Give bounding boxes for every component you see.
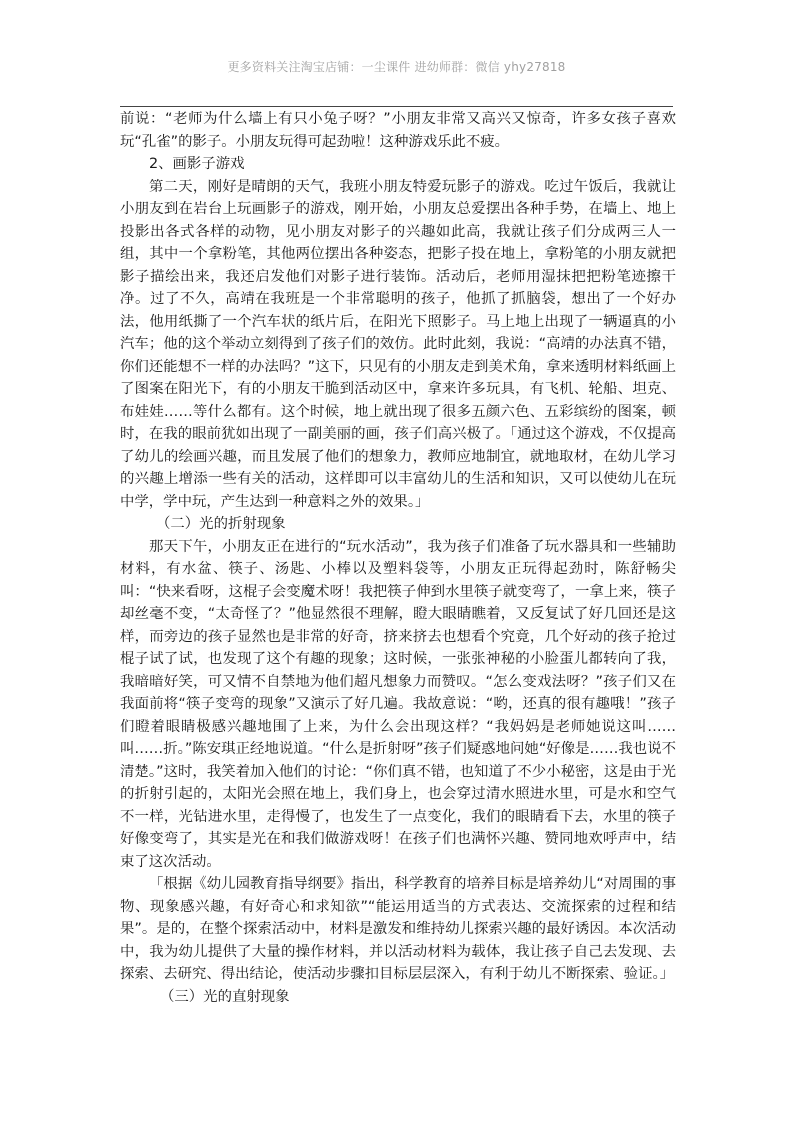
paragraph-guideline-reflection: 「根据《幼儿园教育指导纲要》指出，科学教育的培养目标是培养幼儿“对周围的事物、现象感兴趣，有好奇心和求知欲”“能运用适当的方式表达、交流探索的过程和结果”。是的，在整个探索活动中，材料是激发和维持幼儿探索兴趣的最好诱因。本次活动中，我为幼儿提供了大量的操作材料，并以活动材料为载体，我让孩子自己去发现、去探索、去研究、得出结论，使活动步骤扣目标层层深入，有利于幼儿不断探索、验证。」 (120, 876, 676, 982)
paragraph-intro: 前说：“老师为什么墙上有只小兔子呀？”小朋友非常又高兴又惊奇，许多女孩子喜欢玩“孔雀”的影子。小朋友玩得可起劲啦！这种游戏乐此不疲。 (120, 111, 676, 150)
section-heading-draw-shadow-game: 2、画影子游戏 (149, 156, 245, 172)
section-heading-refraction: （二）光的折射现象 (156, 516, 286, 532)
document-body (120, 108, 676, 1008)
paragraph-refraction-activity: 那天下午，小朋友正在进行的“玩水活动”，我为孩子们准备了玩水器具和一些辅助材料，有水盆、筷子、汤匙、小棒以及塑料袋等，小朋友正玩得起劲时，陈舒畅尖叫：“快来看呀，这棍子会变魔术呀！我把筷子伸到水里筷子就变弯了，一拿上来，筷子却丝毫不变，“太奇怪了？”他显然很不理解，瞪大眼睛瞧着，又反复试了好几回还是这样，而旁边的孩子显然也是非常的好奇，挤来挤去也想看个究竟，几个好动的孩子抢过棍子试了试，也发现了这个有趣的现象；这时候，一张张神秘的小脸蛋儿都转向了我，我暗暗好笑，可又情不自禁地为他们超凡想象力而赞叹。“怎么变戏法呀？”孩子们又在我面前将“筷子变弯的现象”又演示了好几遍。我故意说：“哟，还真的很有趣哦！”孩子们瞪着眼睛极感兴趣地围了上来，为什么会出现这样？“我妈妈是老师她说这叫……叫……折。”陈安琪正经地说道。“什么是折射呀”孩子们疑惑地问她“好像是……我也说不清楚。”这时，我笑着加入他们的讨论：“你们真不错，也知道了不少小秘密，这是由于光的折射引起的，太阳光会照在地上，我们身上，也会穿过清水照进水里，可是水和空气不一样，光钻进水里，走得慢了，也发生了一点变化，我们的眼睛看下去，水里的筷子好像变弯了，其实是光在和我们做游戏呀！在孩子们也满怀兴趣、赞同地欢呼声中，结束了这次活动。 (120, 538, 676, 870)
section-heading-direct-light: （三）光的直射现象 (160, 988, 290, 1005)
paragraph-draw-shadow-game: 第二天，刚好是晴朗的天气，我班小朋友特爱玩影子的游戏。吃过午饭后，我就让小朋友到在岩台上玩画影子的游戏，刚开始，小朋友总爱摆出各种手势，在墙上、地上投影出各式各样的动物，见小朋友对影子的兴趣如此高，我就让孩子们分成两三人一组，其中一个拿粉笔，其他两位摆出各种姿态，把影子投在地上，拿粉笔的小朋友就把影子描绘出来，我还启发他们对影子进行装饰。活动后，老师用湿抹把把粉笔迹擦干净。过了不久，高靖在我班是一个非常聪明的孩子，他抓了抓脑袋，想出了一个好办法，他用纸撕了一个汽车状的纸片后，在阳光下照影子。马上地上出现了一辆逼真的小汽车；他的这个举动立刻得到了孩子们的效仿。此时此刻，我说：“高靖的办法真不错，你们还能想不一样的办法吗？”这下，只见有的小朋友走到美术角，拿来透明材料纸画上了图案在阳光下，有的小朋友干脆到活动区中，拿来许多玩具，有飞机、轮船、坦克、布娃娃……等什么都有。这个时候，地上就出现了很多五颜六色、五彩缤纷的图案，顿时，在我的眼前犹如出现了一副美丽的画，孩子们高兴极了。「通过这个游戏，不仅提高了幼儿的绘画兴趣，而且发展了他们的想象力，教师应地制宜，就地取材，在幼儿学习的兴趣上增添一些有关的活动，这样即可以丰富幼儿的生活和知识，又可以使幼儿在玩中学，学中玩，产生达到一种意料之外的效果。」 (120, 178, 676, 510)
header-rule (120, 106, 673, 107)
header-watermark-note: 更多资料关注淘宝店铺：一尘课件 进幼师群：微信 yhy27818 (227, 60, 566, 74)
